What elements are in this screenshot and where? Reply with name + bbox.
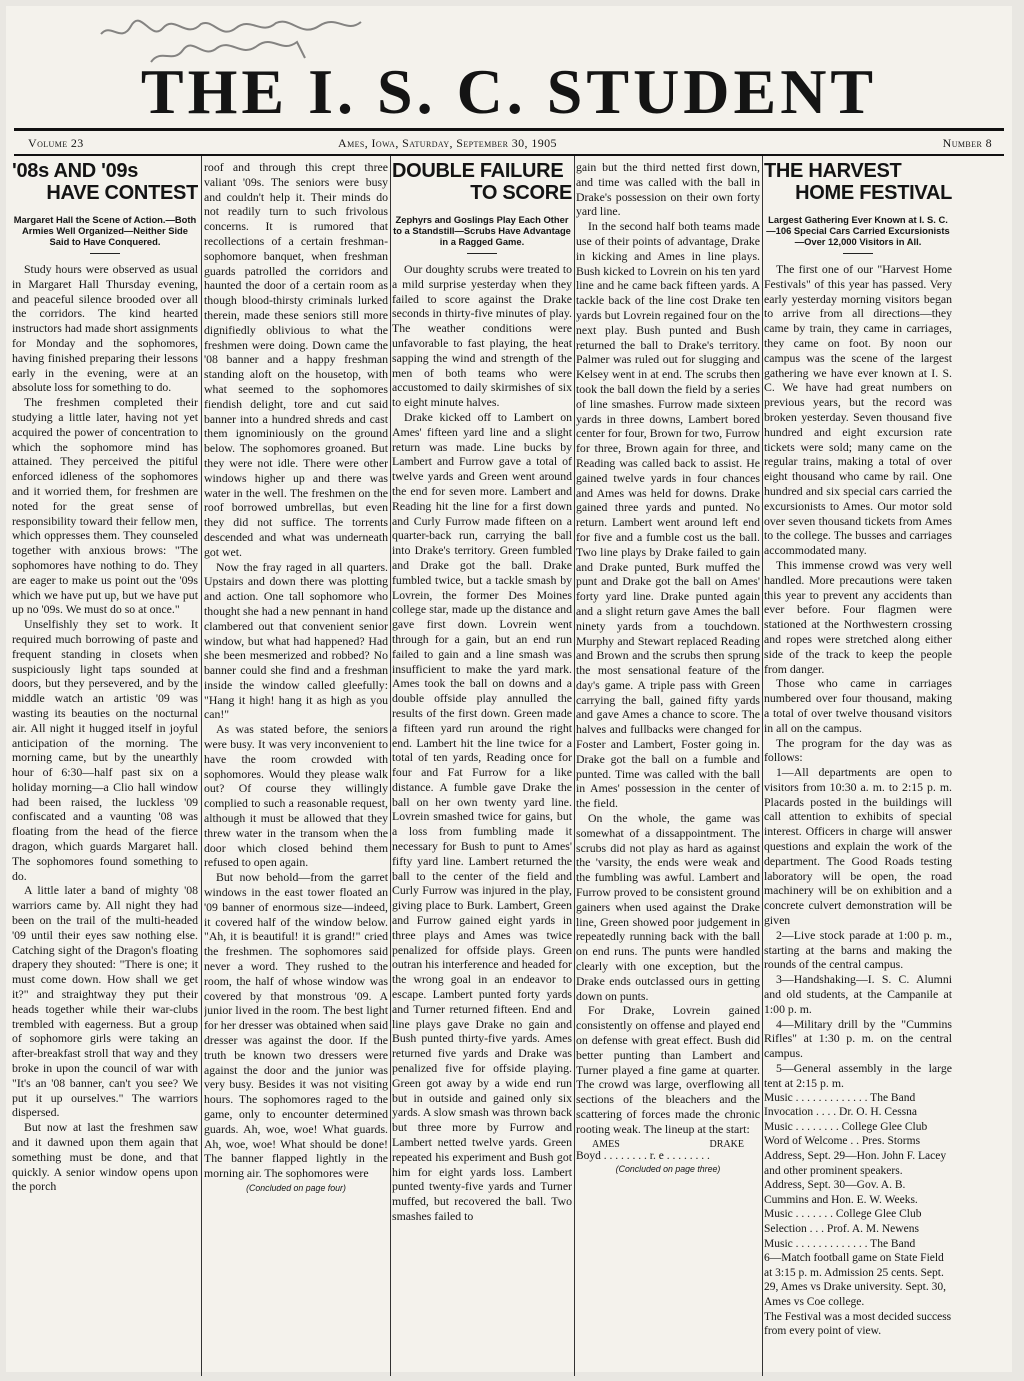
program-item: Music . . . . . . . . . . . . . The Band (764, 1091, 916, 1104)
program-item: Invocation . . . . Dr. O. H. Cessna (764, 1106, 917, 1119)
paragraph: Now the fray raged in all quarters. Upstairs and down there was plotting and action. One tall sophomore who thought she had a new pennant in hand clambered out that convenient senior window, but what had happened? Had she been mesmerized and robbed? No banner could she find and a freshman inside the window called gleefully: "Hang it high! hang it as high as you can!" (204, 559, 388, 722)
column-divider (574, 156, 575, 1376)
column-3 (392, 160, 572, 1375)
paragraph: gain but the third netted first down, and time was called with the ball in Drake's possession on their own forty yard line. (576, 160, 760, 219)
masthead-rule (14, 128, 1004, 131)
harvest-body (764, 262, 952, 1091)
paragraph: Drake kicked off to Lambert on Ames' fifteen yard line and a slight return was made. Line bucks by Lambert and Furrow gave a total of twelve yards and Green went around the end for seven more. Lambert and Reading hit the line for a first down and Curly Furrow made fifteen on a quarter-back run, carrying the ball into Drake's territory. Green fumbled and Drake got the ball. Drake fumbled twice, but a tackle smash by Lovrein, the former Des Moines college star, made up the distance and gave first down. Lovrein went through for a gain, but an end run failed to gain and a line smash was insufficient to make the yard mark. Ames took the ball on downs and a double offside play annulled the results of the first down. Green made a fifteen yard run around the right end. Lambert hit the line twice for a total of ten yards, Reading once for four and Fat Furrow for a like distance. A fumble gave Drake the ball on her own twenty yard line. Lovrein smashed twice for gains, but a loss from fumbling made it necessary for Bush to punt to Ames' fifty yard line. Lambert returned the ball to the center of the field and Curly Furrow was injured in the play, giving place to Burk. Lambert, Green and Furrow gained eight yards in three plays and Ames was twice penalized for offside plays. Green outran his interference and headed for the wrong goal in an endeavor to escape. Lambert punted forty yards and Turner returned fifteen. End and line plays gave Drake no gain and Bush punted thirty-five yards. Ames returned five yards and Drake was penalized five for offside playing. Green got away by a wide end run but in outside and gained only six yards. A slow smash was thrown back but three more by Furrow and Lambert netted twelve yards. Green repeated his experiment and Bush got him for eight yards loss. Lambert punted twenty-five yards and Turner muffed, but recovered the ball. Two smashes failed to (392, 409, 572, 1223)
headline-line: '08s AND '09s (12, 160, 139, 182)
paragraph: This immense crowd was very well handled. More precautions were taken this year to prevent any accidents than ever before. Four flagmen were stationed at the Northwestern crossing and ropes were stretched along either side of the track to keep the people from danger. (764, 557, 952, 676)
harvest-headline (764, 160, 952, 204)
paragraph: As was stated before, the seniors were busy. It was very inconvenient to have the room crowded with sophomores. Would they please walk out? Of course they willingly complied to such a reasonable request, although it must be allowed that they threw water in the transom when the door which closed behind them refused to open again. (204, 722, 388, 870)
column-4 (576, 160, 760, 1375)
paragraph: 1—All departments are open to visitors from 10:30 a. m. to 2:15 p. m. Placards posted in the buildings will call attention to exhibits of special interest. Officers in charge will answer questions and explain the work of the department. The Good Roads testing laboratory will be open, the road machinery will be on exhibition and a concrete culvert demonstration will be given (764, 765, 952, 928)
program-item: Music . . . . . . . College Glee Club (764, 1208, 922, 1221)
paragraph: 2—Live stock parade at 1:00 p. m., starting at the barns and making the rounds of the central campus. (764, 927, 952, 972)
contest-headline (12, 160, 198, 204)
column-5 (764, 160, 952, 1375)
program-list (764, 1091, 952, 1339)
column-divider (390, 156, 391, 1376)
paragraph: The first one of our "Harvest Home Festivals" of this year has passed. Very early yesterday morning visitors began to arrive from all directions—they came by train, they came in carriages, they came on foot. By noon our campus was the scene of the largest gathering we have ever known at I. S. C. We have had great numbers on previous years, but the record was broken yesterday. Seven thousand five hundred and eight excursion rate tickets were sold; many came on the regular trains, making a total of over eight thousand who came by rail. One hundred and six special cars carried the excursionists to Ames. Our motor sold over seven thousand tickets from Ames to the college. The busses and carriages accommodated many. (764, 262, 952, 558)
contest-continuation (204, 160, 388, 1181)
paragraph: Study hours were observed as usual in Margaret Hall Thursday evening, and peaceful silence brooded over all the corridors. The kind hearted instructors had made short assignments for Monday and the sophomores, having finished preparing their lessons early in the evening, were at an absolute loss for something to do. (12, 262, 198, 395)
paragraph: The program for the day was as follows: (764, 735, 952, 765)
masthead-title: THE I. S. C. STUDENT (140, 56, 878, 127)
program-item: The Festival was a most decided success from every point of view. (764, 1310, 952, 1338)
headline-line: TO SCORE (470, 182, 572, 204)
harvest-deck: Largest Gathering Ever Known at I. S. C. —106 Special Cars Carried Excursionists —Over 12,000 Visitors in All. (766, 214, 950, 247)
contest-jump-line: (Concluded on page four) (246, 1182, 346, 1193)
paragraph: 4—Military drill by the "Cummins Rifles" at 1:30 p. m. on the central campus. (764, 1016, 952, 1061)
program-item: Selection . . . Prof. A. M. Newens (764, 1222, 919, 1235)
headline-line: HAVE CONTEST (46, 182, 198, 204)
headline-line: DOUBLE FAILURE (392, 160, 564, 182)
paragraph: Those who came in carriages numbered over four thousand, making a total of over twelve thousand visitors in all on the campus. (764, 676, 952, 735)
column-1 (12, 160, 198, 1375)
column-2 (204, 160, 388, 1375)
program-item: Music . . . . . . . . College Glee Club (764, 1120, 928, 1133)
dateline-rule (14, 154, 1004, 156)
paragraph: 5—General assembly in the large tent at 2:15 p. m. (764, 1061, 952, 1090)
paragraph: But now behold—from the garret windows in the east tower floated an '09 banner of enormous size—indeed, it covered half of the window below. "Ah, it is beautiful! it is grand!" cried the freshmen. The sophomores said never a word. They rushed to the room, the half of whose window was covered by that monstrous '09. A junior lived in the room. The best light for her dresser was obtained when said dresser was against the door. If the truth be known two dressers were against the door and the junior was very busy. Besides it was not visiting hours. The sophomores raged to the game, only to encounter determined guards. Ah, woe, woe! What guards. Ah, woe, woe! What should be done! The banner flapped lightly in the morning air. The sophomores were (204, 870, 388, 1181)
paragraph: A little later a band of mighty '08 warriors came by. All night they had been on the trail of the multi-headed '09 until their eyes saw nothing else. Catching sight of the Dragon's floating drapery they shouted: "There is one; it must come down. How shall we get it?" and straightway they put their heads together while their war-clubs trembled with eagerness. But a group of sophomore girls were taking an after-breakfast stroll that way and they broke in upon the council of war with "It's an '08 banner, can't you see? We put it up ourselves." The warriors dispersed. (12, 883, 198, 1120)
column-divider (201, 156, 202, 1376)
separator (90, 253, 120, 254)
paragraph: Unselfishly they set to work. It required much borrowing of paste and frequent standing in closets when suspiciously light taps sounded at doors, but they persevered, and by the middle watch an artistic '09 was wasting its beauties on the nocturnal air. All night it hugged itself in joyful anticipation of the morning. The morning came, but by the unearthly hour of 6:30—half past six on a holiday morning—a Clio hall window had been raised, the luckless '09 confiscated and a vaunting '08 was floating from the head of the fierce dragon, which guards Margaret hall. The sophomores found something to do. (12, 617, 198, 883)
lineup-team-right: DRAKE (709, 1138, 744, 1150)
program-item: Music . . . . . . . . . . . . . The Band (764, 1237, 916, 1250)
headline-line: THE HARVEST (764, 160, 902, 182)
lineup-team-left: AMES (592, 1138, 620, 1150)
paragraph: In the second half both teams made use of their points of advantage, Drake in kicking and Ames in line plays. Bush kicked to Lovrein on his ten yard line and he came back fifteen yards. A tackle back of the line cost Drake ten yards but Lovrein regained four on the next play. Bush punted and Bush returned the ball to Drake's territory. Palmer was ruled out for slugging and Kelsey went in at end. The scrubs then took the ball down the field by a series of line smashes. Furrow made sixteen yards in three downs, Lambert bored center for four, Brown for two, Furrow for three, Brown again for three, and Reading was called back to assist. He gained twelve yards in four chances and Ames was held for downs. Drake gained three yards and punted. No return. Lambert went around left end for five and a fumble cost us the ball. Two line plays by Drake failed to gain and Drake punted, Burk muffed the punt and Drake got the ball on Ames' forty yard line. Drake punted again and a slight return gave Ames the ball ninety yards from a touchdown. Murphy and Stewart replaced Reading and Brown and the scrubs then sprung the most sensational feature of the day's game. A triple pass with Green carrying the ball, gained fifty yards and gave Ames a chance to score. The halves and fullbacks were changed for Foster and Lambert, Foster going in. Drake got the ball on a fumble and punted. Time was called with the ball in Ames' possession in the center of the field. (576, 219, 760, 811)
program-item: Word of Welcome . . Pres. Storms (764, 1135, 921, 1148)
football-headline (392, 160, 572, 204)
column-divider (762, 156, 763, 1376)
lineup-row: Boyd . . . . . . . . r. e . . . . . . . . (576, 1149, 710, 1162)
football-deck: Zephyrs and Goslings Play Each Other to a Standstill—Scrubs Have Advantage in a Ragged Game. (393, 214, 571, 247)
paragraph: Our doughty scrubs were treated to a mild surprise yesterday when they failed to score against the Drake seconds in thirty-five minutes of play. The weather conditions were unfavorable to fast playing, the heat sapping the wind and strength of the men of both teams who were accustomed to daily skirmishes of six to eight minute halves. (392, 262, 572, 410)
separator (467, 253, 497, 254)
contest-deck: Margaret Hall the Scene of Action.—Both Armies Well Organized—Neither Side Said to Have Conquered. (13, 214, 197, 247)
contest-body (12, 262, 198, 1194)
issue-number: Number 8 (942, 136, 992, 150)
issue-date: Ames, Iowa, Saturday, September 30, 1905 (338, 136, 557, 150)
program-item: Address, Sept. 30—Gov. A. B. Cummins and Hon. E. W. Weeks. (764, 1179, 918, 1206)
program-item: 6—Match football game on State Field at 3:15 p. m. Admission 25 cents. Sept. 29, Ames vs Drake university. Sept. 30, Ames vs Coe college. (764, 1252, 946, 1308)
paragraph: But now at last the freshmen saw and it dawned upon them again that something must be done, and that quickly. A senior window opens upon the porch (12, 1120, 198, 1194)
program-item: Address, Sept. 29—Hon. John F. Lacey and other prominent speakers. (764, 1150, 947, 1177)
separator (843, 253, 873, 254)
football-continuation (576, 160, 760, 1137)
newspaper-page (6, 6, 1012, 1372)
paragraph: For Drake, Lovrein gained consistently on offense and played end on defense with great effect. Bush did better punting than Lambert and Turner played a fine game at quarter. The crowd was large, overflowing all sections of the bleachers and the scattering of forces made the chronic rooting weak. The lineup at the start: (576, 1003, 760, 1136)
dateline-bar (28, 136, 992, 154)
paragraph: On the whole, the game was somewhat of a dissappointment. The scrubs did not play as hard as against the 'varsity, the ends were weak and the fumbling was awful. Lambert and Furrow proved to be consistent ground gainers when used against the Drake line, Green showed poor judgement in repeatedly running back with the ball on end runs. The punts were handled clearly with one exception, but the Drake ends outclassed ours in getting down on punts. (576, 811, 760, 1003)
paragraph: 3—Handshaking—I. S. C. Alumni and old students, at the Campanile at 1:00 p. m. (764, 972, 952, 1016)
headline-line: HOME FESTIVAL (795, 182, 952, 204)
paragraph: The freshmen completed their studying a little later, having not yet acquired the power of concentration to which the sophomore mind has attained. They perceived the pitiful enforced idleness of the sophomores and it worried them, for freshmen are noted for the great sense of responsibility toward their fellow men, which oppresses them. They counseled together with anxious brows: "The sophomores have nothing to do. They are eager to make us point out the '09s which we have put up, but we have put up no '09s. We must do so at once." (12, 395, 198, 617)
paragraph: roof and through this crept three valiant '09s. The seniors were busy and couldn't help it. Their minds do not readily turn to such frivolous concerns. It is rumored that recollections of a certain freshman-sophomore banquet, when freshman guards patrolled the corridors and haunted the door of a certain room as though blood-thirsty criminals lurked therein, made these seniors still more dignifiedly oblivious to what the freshmen were doing. Down came the '08 banner and a happy freshman standing aloft on the housetop, with what seemed to the sophomores fiendish delight, tore and cut said banner into a hundred shreds and cast them ignominiously on the ground below. The sophomores groaned. But they were not idle. There were other windows higher up and there was water in the well. The freshmen on the roof borrowed umbrellas, but even they did not suffice. The torrents descended and what was underneath got wet. (204, 160, 388, 559)
football-jump-line: (Concluded on page three) (615, 1163, 721, 1174)
lineup-header (576, 1137, 760, 1150)
football-body (392, 262, 572, 1224)
volume-label: Volume 23 (28, 136, 84, 150)
